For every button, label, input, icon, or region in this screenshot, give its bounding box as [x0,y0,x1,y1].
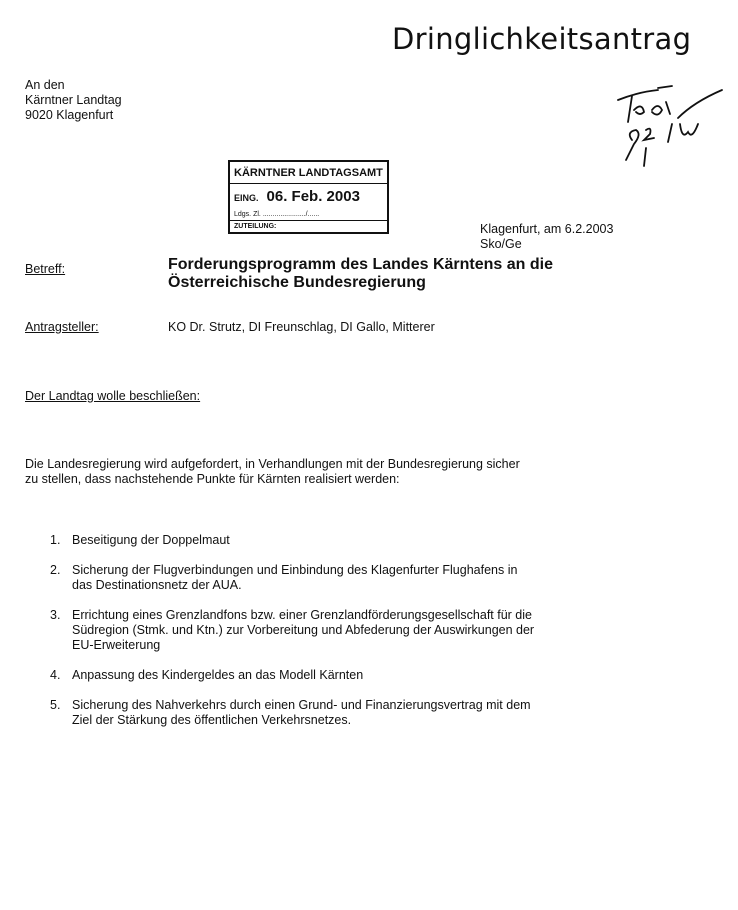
address-line: 9020 Klagenfurt [25,108,114,122]
subject-line: Österreichische Bundesregierung [168,274,426,291]
document-title: Dringlichkeitsantrag [392,22,692,56]
stamp-line-row [230,207,387,221]
stamp-received-date: 06. Feb. 2003 [266,188,360,205]
list-item [50,533,720,548]
item-number: 4. [50,668,61,682]
list-item [50,668,720,683]
list-item [50,563,720,593]
item-line: das Destinationsnetz der AUA. [72,578,242,592]
subject-label: Betreff: [25,262,66,276]
address-line: An den [25,78,65,92]
item-line: Ziel der Stärkung des öffentlichen Verkehrsnetzes. [72,713,352,727]
item-line: Sicherung der Flugverbindungen und Einbindung des Klagenfurter Flughafens in [72,563,518,577]
intro-paragraph [25,457,725,487]
list-item [50,698,720,728]
place-date: Klagenfurt, am 6.2.2003 [480,222,614,236]
stamp-line-label: Ldgs. Zl. [234,211,261,218]
item-line: Südregion (Stmk. und Ktn.) zur Vorbereitung und Abfederung der Auswirkungen der [72,623,535,637]
recipient-address [25,78,122,123]
item-line: Errichtung eines Grenzlandfons bzw. einer Grenzlandförderungsgesellschaft für die [72,608,532,622]
reference-code: Sko/Ge [480,237,522,251]
item-line: Sicherung des Nahverkehrs durch einen Grund- und Finanzierungsvertrag mit dem [72,698,531,712]
list-item [50,608,720,653]
item-number: 2. [50,563,61,577]
subject [168,256,553,292]
stamp-assignment-label: ZUTEILUNG: [234,223,277,230]
intro-line: zu stellen, dass nachstehende Punkte für Kärnten realisiert werden: [25,472,400,486]
demands-list [50,533,720,743]
stamp-fill-line: ....................../...... [262,211,320,218]
item-line: EU-Erweiterung [72,638,161,652]
applicants: KO Dr. Strutz, DI Freunschlag, DI Gallo, Mitterer [168,320,435,334]
handwritten-signature [598,82,738,182]
received-stamp [228,160,389,234]
subject-line: Forderungsprogramm des Landes Kärntens an die [168,256,553,273]
item-number: 3. [50,608,61,622]
place-and-date [480,222,613,252]
address-line: Kärntner Landtag [25,93,122,107]
intro-line: Die Landesregierung wird aufgefordert, in Verhandlungen mit der Bundesregierung sicher [25,457,520,471]
stamp-date-row [230,184,387,207]
item-number: 5. [50,698,61,712]
item-line: Anpassung des Kindergeldes an das Modell Kärnten [72,668,364,682]
item-number: 1. [50,533,61,547]
applicants-label: Antragsteller: [25,320,99,334]
resolution-heading: Der Landtag wolle beschließen: [25,389,201,403]
item-line: Beseitigung der Doppelmaut [72,533,230,547]
stamp-header: KÄRNTNER LANDTAGSAMT [230,162,387,184]
stamp-received-label: EING. [234,193,259,203]
